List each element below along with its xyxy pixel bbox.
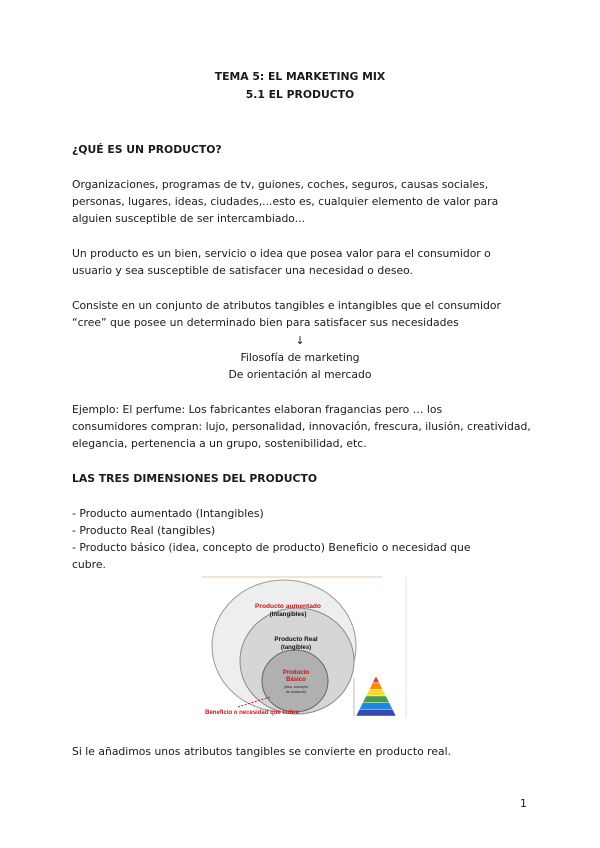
- down-arrow-icon: ↓: [295, 334, 305, 347]
- paragraph-line: usuario y sea susceptible de satisfacer una necesidad o deseo.: [72, 264, 413, 277]
- inner-sub-1: (idea, concepto: [283, 685, 309, 689]
- closing-paragraph: Si le añadimos unos atributos tangibles se convierte en producto real.: [72, 745, 452, 758]
- paragraph-line: alguien susceptible de ser intercambiado...: [72, 212, 306, 225]
- paragraph-line: Organizaciones, programas de tv, guiones, coches, seguros, causas sociales,: [72, 178, 489, 191]
- section-heading-que-es: ¿QUÉ ES UN PRODUCTO?: [72, 143, 222, 156]
- page-title: TEMA 5: EL MARKETING MIX: [214, 70, 386, 83]
- paragraph-line: consumidores compran: lujo, personalidad, innovación, frescura, ilusión, creatividad,: [72, 420, 531, 433]
- paragraph-line: “cree” que posee un determinado bien para satisfacer sus necesidades: [72, 316, 459, 329]
- paragraph-line: elegancia, pertenencia a un grupo, sostenibilidad, etc.: [72, 437, 367, 450]
- list-item: - Producto Real (tangibles): [72, 524, 216, 537]
- paragraph-line: Ejemplo: El perfume: Los fabricantes elaboran fragancias pero … los: [72, 403, 443, 416]
- middle-title: Producto Real: [274, 636, 318, 643]
- needs-pyramid-icon: [356, 676, 396, 716]
- pyramid-layer: [363, 696, 390, 703]
- paragraph-line: Consiste en un conjunto de atributos tangibles e intangibles que el consumidor: [72, 299, 501, 312]
- page-subtitle: 5.1 EL PRODUCTO: [245, 88, 355, 101]
- list-item: - Producto básico (idea, concepto de producto) Beneficio o necesidad que: [72, 541, 471, 554]
- list-item: cubre.: [72, 558, 106, 571]
- outer-sub: (Intangibles): [269, 611, 307, 618]
- centered-line: De orientación al mercado: [228, 368, 372, 381]
- pyramid-layer: [356, 709, 396, 716]
- pyramid-layer: [359, 703, 392, 710]
- middle-sub: (tangibles): [280, 645, 312, 651]
- page-number: 1: [520, 797, 527, 810]
- inner-title-2: Básico: [286, 677, 306, 683]
- paragraph-line: Un producto es un bien, servicio o idea que posea valor para el consumidor o: [72, 247, 491, 260]
- paragraph-line: personas, lugares, ideas, ciudades,...esto es, cualquier elemento de valor para: [72, 195, 499, 208]
- callout-label: Beneficio o necesidad que cubre: [205, 710, 299, 716]
- list-item: - Producto aumentado (Intangibles): [72, 507, 264, 520]
- centered-line: Filosofía de marketing: [240, 351, 360, 364]
- product-dimensions-diagram: [196, 574, 410, 722]
- inner-title-1: Producto: [282, 670, 310, 676]
- pyramid-layer: [366, 689, 386, 696]
- pyramid-layer: [373, 676, 380, 683]
- outer-title: Producto aumentado: [255, 603, 321, 610]
- section-heading-dimensiones: LAS TRES DIMENSIONES DEL PRODUCTO: [72, 472, 317, 485]
- inner-sub-2: de producto): [285, 690, 307, 694]
- pyramid-layer: [369, 683, 382, 690]
